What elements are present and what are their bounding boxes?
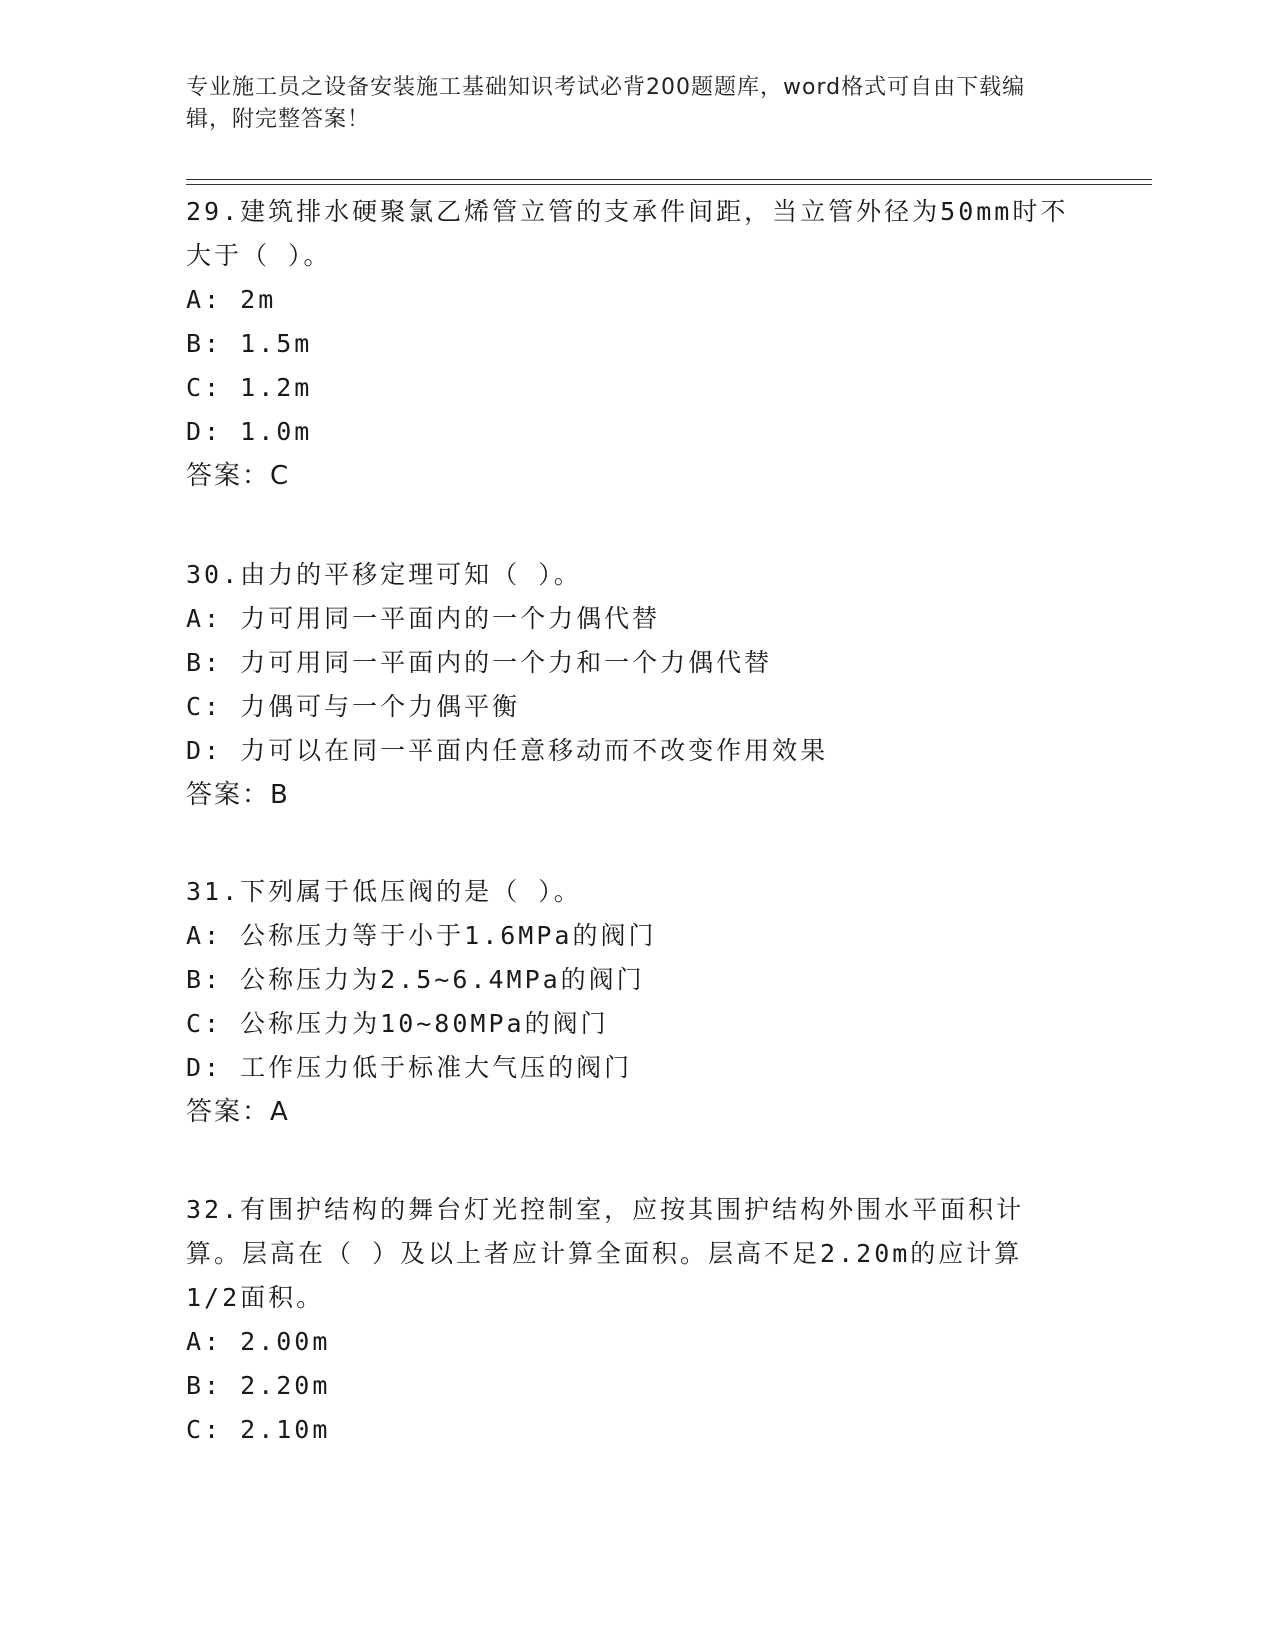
question-31 [186, 870, 1086, 1134]
question-30 [186, 553, 1086, 817]
answer: 答案：B [186, 780, 290, 810]
option-a: A: 2.00m [186, 1327, 331, 1356]
option-b: B: 力可用同一平面内的一个力和一个力偶代替 [186, 648, 773, 677]
option-a: A: 2m [186, 285, 277, 314]
option-d: D: 1.0m [186, 417, 313, 446]
option-d: D: 力可以在同一平面内任意移动而不改变作用效果 [186, 736, 829, 765]
answer: 答案：C [186, 461, 291, 491]
question-32 [186, 1188, 1086, 1452]
option-c: C: 力偶可与一个力偶平衡 [186, 692, 521, 721]
option-b: B: 公称压力为2.5~6.4MPa的阀门 [186, 965, 645, 994]
question-stem: 29.建筑排水硬聚氯乙烯管立管的支承件间距，当立管外径为50mm时不大于（ ）。 [186, 197, 1069, 270]
question-stem: 30.由力的平移定理可知（ ）。 [186, 560, 582, 589]
option-b: B: 2.20m [186, 1371, 331, 1400]
option-d: D: 工作压力低于标准大气压的阀门 [186, 1053, 633, 1082]
document-header: 专业施工员之设备安装施工基础知识考试必背200题题库，word格式可自由下载编辑，附完整答案！ [186, 75, 1026, 132]
option-c: C: 1.2m [186, 373, 313, 402]
question-29 [186, 190, 1086, 498]
option-c: C: 公称压力为10~80MPa的阀门 [186, 1009, 609, 1038]
option-c: C: 2.10m [186, 1415, 331, 1444]
question-stem: 32.有围护结构的舞台灯光控制室，应按其围护结构外围水平面积计算。层高在（ ）及以上者应计算全面积。层高不足2.20m的应计算1/2面积。 [186, 1195, 1025, 1312]
header-divider-top [186, 179, 1152, 180]
header-divider-bottom [186, 184, 1152, 185]
option-a: A: 公称压力等于小于1.6MPa的阀门 [186, 921, 657, 950]
option-a: A: 力可用同一平面内的一个力偶代替 [186, 604, 661, 633]
question-stem: 31.下列属于低压阀的是（ ）。 [186, 877, 582, 906]
answer: 答案：A [186, 1097, 290, 1127]
option-b: B: 1.5m [186, 329, 313, 358]
